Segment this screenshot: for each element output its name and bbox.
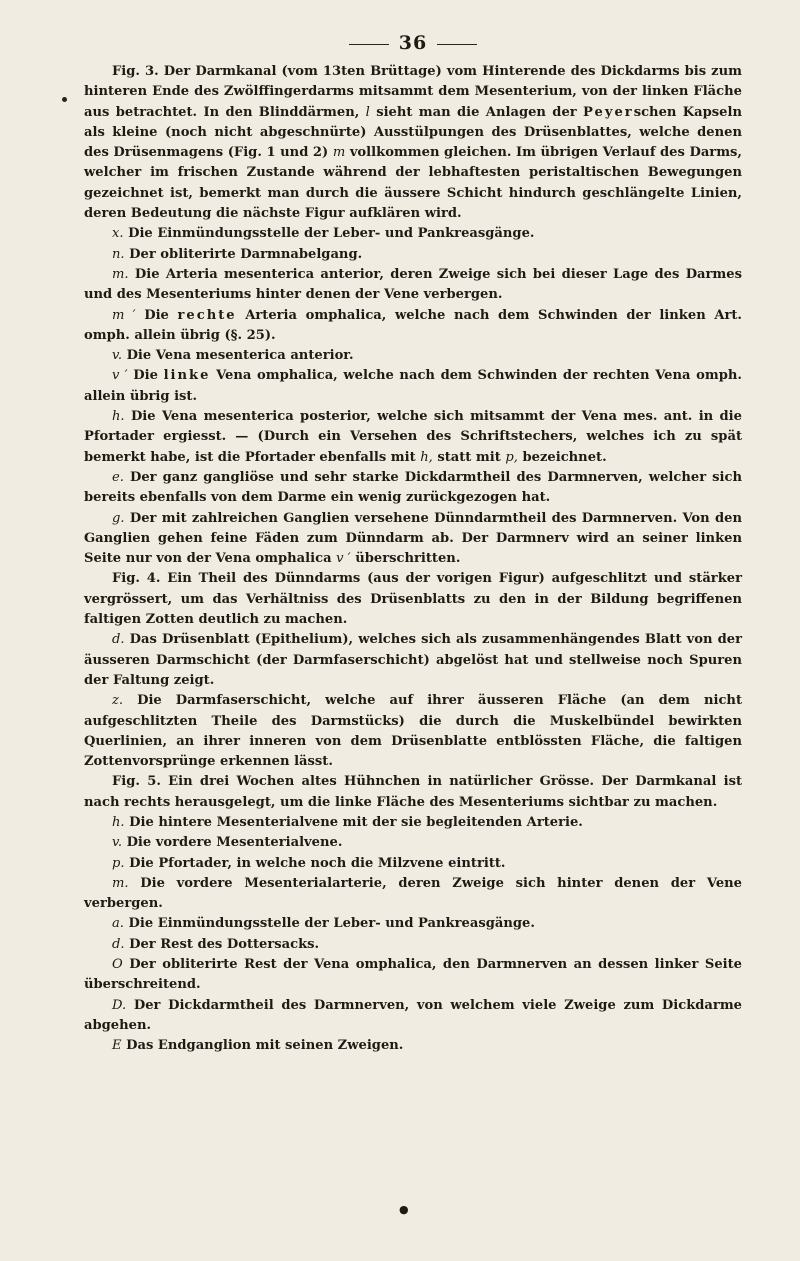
text-run: schen Kapseln als kleine (noch nicht abgeschnürte) Ausstülpungen des Drüsenblattes, welche denen des Drüsenmagens (Fig. 1 und 2)	[84, 104, 742, 161]
figure-legend-text	[84, 62, 742, 1057]
figure-marker: v ′	[336, 551, 351, 567]
spaced-text: rechte	[177, 307, 237, 323]
text-run: Das Endganglion mit seinen Zweigen.	[121, 1038, 404, 1054]
text-run: Die	[135, 307, 178, 323]
figure-marker: m.	[112, 266, 129, 282]
figure-marker: v.	[112, 835, 123, 851]
text-run: Der mit zahlreichen Ganglien versehene Dünndarmtheil des Darmnerven. Von den Ganglien gehen feine Fäden zum Dünndarm ab. Der Darmnerv wird an seiner linken Seite nur von der Vena omphalica	[84, 510, 742, 567]
figure-marker: p,	[505, 449, 518, 465]
text-run: Vena omphalica, welche nach dem Schwinden der rechten Vena omph. allein übrig ist.	[84, 368, 742, 404]
figure-marker: z.	[112, 693, 124, 709]
text-run: statt mit	[432, 449, 506, 465]
text-run: Fig. 3.	[112, 64, 164, 79]
text-run: Die vordere Mesenterialarterie, deren Zweige sich hinter denen der Vene verbergen.	[84, 875, 742, 912]
figure-marker: l	[365, 104, 370, 120]
text-run: Die vordere Mesenterialvene.	[122, 835, 343, 851]
paragraph	[84, 306, 742, 347]
paragraph	[84, 468, 742, 509]
figure-marker: g.	[112, 510, 125, 526]
ink-dot: ●	[399, 1203, 409, 1216]
page-number: 36	[398, 32, 428, 54]
text-run: Die Pfortader, in welche noch die Milzvene eintritt.	[124, 855, 506, 871]
paragraph	[84, 874, 742, 915]
paragraph	[84, 224, 742, 244]
text-run: Das Drüsenblatt (Epithelium), welches sich als zusammenhängendes Blatt von der äusseren Darmschicht (der Darmfaserschicht) abgelöst hat und stellweise noch Spuren der Faltung zeigt.	[84, 632, 742, 688]
paragraph	[84, 833, 742, 853]
paragraph	[84, 346, 742, 366]
text-run: Der obliterirte Darmnabelgang.	[124, 246, 363, 262]
text-run: vollkommen gleichen. Im übrigen Verlauf des Darms, welcher im frischen Zustande während der lebhaftesten peristaltischen Bewegungen gezeichnet ist, bemerkt man durch die äussere Schicht hindurch geschlängelte Linien, deren Bedeutung die nächste Figur aufklären wird.	[84, 145, 742, 222]
text-run: Der Darmkanal (vom 13ten Brüttage) vom Hinterende des Dickdarms bis zum hinteren Ende des Zwölffingerdarms mitsammt dem Mesenterium, von der linken Fläche aus betrachtet. In den Blinddärmen,	[84, 64, 742, 120]
paragraph	[84, 245, 742, 265]
paragraph	[84, 509, 742, 570]
figure-marker: m.	[112, 875, 129, 891]
figure-marker: D.	[112, 997, 127, 1013]
spaced-text: Peyer	[583, 104, 634, 120]
figure-marker: h,	[420, 449, 433, 465]
text-run: Die Arteria mesenterica anterior, deren Zweige sich bei dieser Lage des Darmes und des Mesenteriums hinter denen der Vene verbergen.	[84, 266, 742, 303]
figure-marker: v.	[112, 348, 123, 364]
figure-marker: m ′	[112, 307, 136, 323]
paragraph	[84, 407, 742, 468]
figure-marker: d.	[112, 936, 125, 952]
figure-marker: O	[112, 957, 123, 973]
figure-marker: n.	[112, 246, 125, 262]
paragraph	[84, 955, 742, 996]
text-run: Fig. 5. Ein drei Wochen altes Hühnchen in natürlicher Grösse. Der Darmkanal ist nach rechts herausgelegt, um die linke Fläche des Mesenteriums sichtbar zu machen.	[84, 774, 742, 810]
paragraph	[84, 630, 742, 691]
figure-marker: m	[332, 145, 346, 161]
paragraph	[84, 1036, 742, 1056]
text-run: Der obliterirte Rest der Vena omphalica, den Darmnerven an dessen linker Seite überschreitend.	[84, 957, 742, 993]
figure-marker: e.	[112, 469, 124, 485]
figure-marker: h.	[112, 409, 125, 425]
header-rule-left	[349, 44, 389, 45]
text-run: überschritten.	[350, 551, 461, 567]
page-header	[84, 32, 742, 54]
text-run: Arteria omphalica, welche nach dem Schwinden der linken Art. omph. allein übrig (§. 25).	[84, 307, 742, 343]
header-rule-right	[437, 44, 477, 45]
figure-marker: d.	[112, 632, 125, 648]
paragraph	[84, 935, 742, 955]
paragraph	[84, 854, 742, 874]
text-run: Der ganz gangliöse und sehr starke Dickdarmtheil des Darmnerven, welcher sich bereits ebenfalls von dem Darme ein wenig zurückgezogen hat.	[84, 469, 742, 506]
paragraph	[84, 813, 742, 833]
figure-marker: x.	[112, 226, 124, 242]
figure-marker: h.	[112, 814, 125, 830]
paragraph	[84, 569, 742, 630]
paragraph	[84, 265, 742, 306]
text-run: Die Darmfaserschicht, welche auf ihrer äusseren Fläche (an dem nicht aufgeschlitzten Theile des Darmstücks) die durch die Muskelbündel bewirkten Querlinien, an ihrer inneren von dem Drüsenblatte entblössten Fläche, die faltigen Zottenvorsprünge erkennen lässt.	[84, 693, 742, 770]
text-run: Die hintere Mesenterialvene mit der sie begleitenden Arterie.	[124, 814, 583, 830]
text-run: Der Dickdarmtheil des Darmnerven, von welchem viele Zweige zum Dickdarme abgehen.	[84, 997, 742, 1033]
text-run: Der Rest des Dottersacks.	[124, 936, 320, 952]
paragraph	[84, 772, 742, 813]
figure-marker: a.	[112, 916, 124, 932]
paragraph	[84, 914, 742, 934]
text-run: Die Vena mesenterica posterior, welche sich mitsammt der Vena mes. ant. in die Pfortader ergiesst. — (Durch ein Versehen des Schriftstechers, welches ich zu spät bemerkt habe, ist die Pfortader ebenfalls mit	[84, 409, 742, 465]
figure-marker: v ′	[112, 368, 128, 384]
text-run: sieht man die Anlagen der	[369, 104, 584, 120]
text-run: bezeichnet.	[517, 449, 607, 465]
figure-marker: p.	[112, 855, 125, 871]
ink-spot	[62, 97, 67, 102]
text-run: Die Vena mesenterica anterior.	[122, 348, 354, 364]
paragraph	[84, 691, 742, 772]
paragraph	[84, 996, 742, 1037]
text-run: Fig. 4. Ein Theil des Dünndarms (aus der vorigen Figur) aufgeschlitzt und stärker vergrössert, um das Verhältniss des Drüsenblatts zu den in der Bildung begriffenen faltigen Zotten deutlich zu machen.	[84, 571, 742, 628]
text-run: Die Einmündungsstelle der Leber- und Pankreasgänge.	[123, 916, 535, 932]
text-run: Die	[127, 368, 164, 384]
figure-marker: E	[112, 1038, 122, 1054]
spaced-text: linke	[163, 368, 211, 384]
paragraph	[84, 366, 742, 407]
paragraph	[84, 62, 742, 224]
text-run: Die Einmündungsstelle der Leber- und Pankreasgänge.	[123, 226, 535, 242]
